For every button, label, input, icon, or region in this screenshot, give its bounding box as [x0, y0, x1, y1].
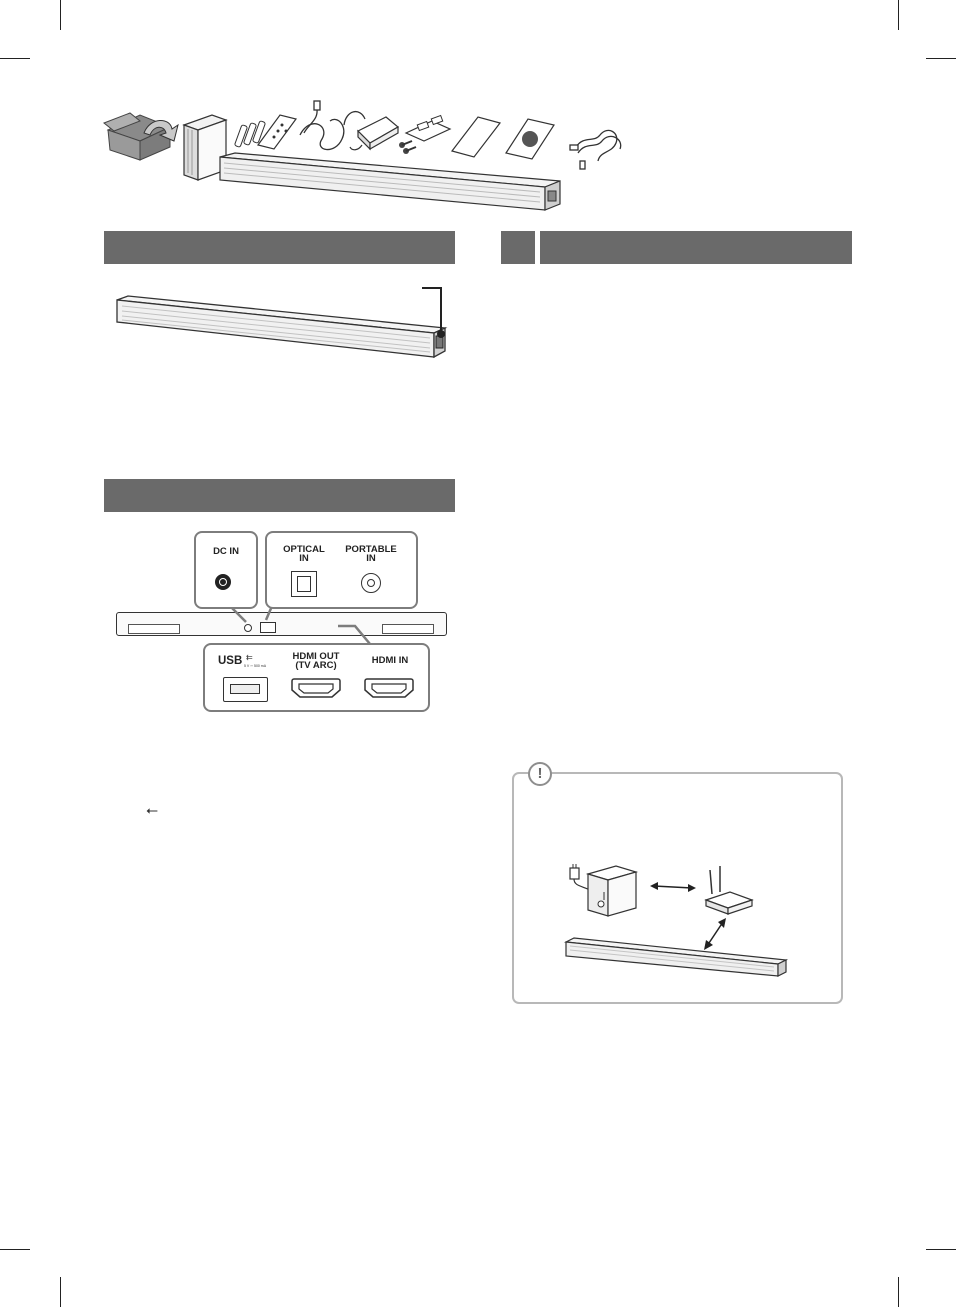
- rear-panel-slot-left: [128, 624, 180, 634]
- crop-mark-bottom-right-horizontal: [926, 1249, 956, 1250]
- usb-rating-label: 5 V ⎓ 500 mA: [244, 664, 267, 668]
- ac-adapter-icon: [344, 112, 398, 150]
- wireless-soundbar-icon: [566, 938, 786, 976]
- crop-mark-bottom-left-horizontal: [0, 1249, 30, 1250]
- open-box-icon: [104, 113, 178, 160]
- section-header-rear-panel: [104, 479, 455, 512]
- wireless-connection-illustration: [560, 860, 800, 980]
- hdmi-in-port-icon: [363, 676, 415, 700]
- hdmi-in-label: HDMI IN: [371, 655, 409, 666]
- double-arrow-horizontal-icon: [650, 882, 696, 892]
- wireless-subwoofer-icon: [588, 866, 636, 916]
- crop-mark-top-left-vertical: [60, 0, 61, 30]
- front-panel-illustration: [110, 282, 455, 362]
- hdmi-out-port-icon: [290, 676, 342, 700]
- usb-label: USB: [218, 655, 243, 667]
- dc-in-jack-icon: [215, 574, 231, 590]
- remote-control-icon: [258, 115, 296, 149]
- soundbar-main-unit-icon: [220, 153, 560, 210]
- optical-in-port-icon: [291, 571, 317, 597]
- power-cord-icon: [300, 101, 344, 150]
- crop-mark-top-right-vertical: [898, 0, 899, 30]
- crop-mark-top-right-horizontal: [926, 58, 956, 59]
- wall-bracket-icon: [399, 115, 450, 154]
- crop-mark-top-left-horizontal: [0, 58, 30, 59]
- owners-manual-icon: [452, 117, 554, 159]
- usb-small-icon: ⇇: [246, 653, 253, 662]
- dc-in-callout: [194, 531, 258, 609]
- optical-portable-callout: [265, 531, 418, 609]
- optical-in-label: OPTICAL IN: [283, 544, 325, 564]
- portable-in-jack-icon: [361, 573, 381, 593]
- crop-mark-bottom-right-vertical: [898, 1277, 899, 1307]
- section-header-right: [540, 231, 852, 264]
- usb-symbol-icon: ⭠: [146, 802, 159, 819]
- portable-in-label: PORTABLE IN: [345, 544, 397, 564]
- section-header-left-top: [104, 231, 455, 264]
- power-plug-icon: [570, 864, 590, 890]
- dc-in-label: DC IN: [213, 546, 239, 557]
- hdmi-out-label: HDMI OUT (TV ARC): [292, 651, 340, 671]
- crop-mark-bottom-left-vertical: [60, 1277, 61, 1307]
- double-arrow-diagonal-icon: [704, 918, 726, 950]
- note-exclamation-icon: !: [528, 762, 552, 786]
- optical-cable-icon: [570, 130, 621, 169]
- router-icon: [706, 866, 752, 914]
- package-contents-illustration: [100, 95, 640, 220]
- section-header-right-number: [501, 231, 535, 264]
- usb-port-icon: [223, 677, 268, 702]
